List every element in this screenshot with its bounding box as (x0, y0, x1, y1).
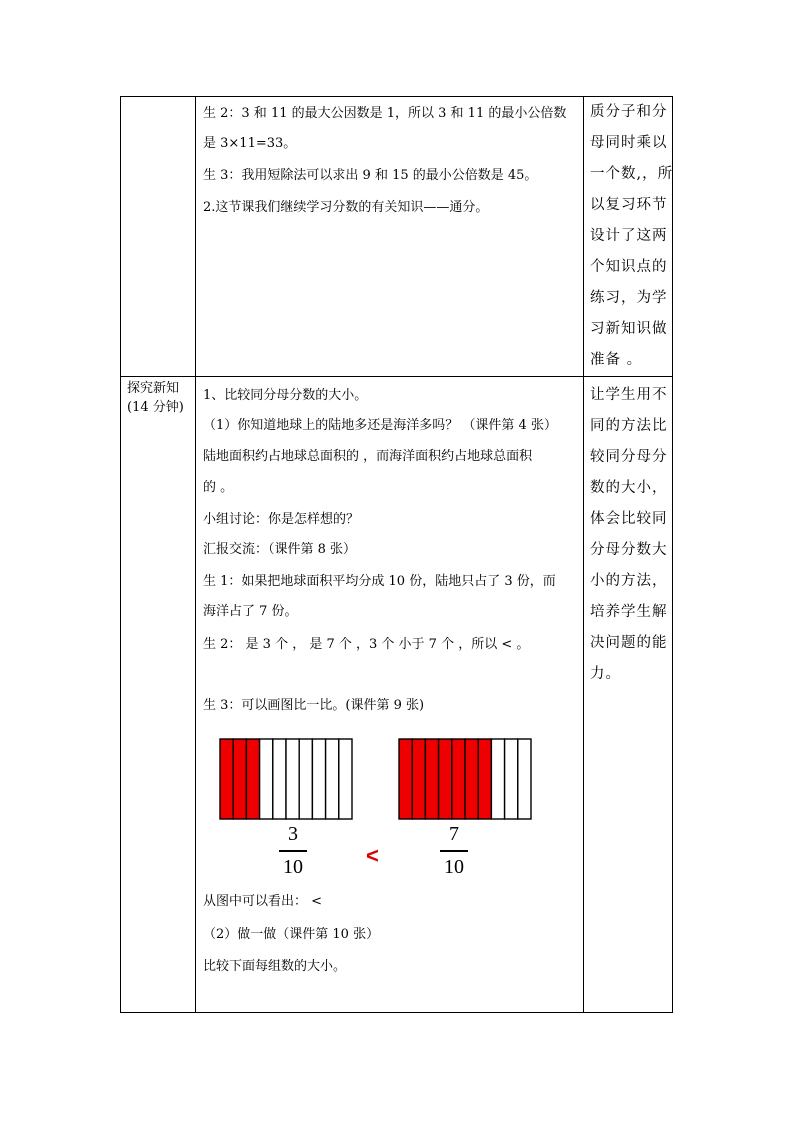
row2-note-line: 让学生用不 (590, 387, 668, 403)
right-bar-segment-8-empty (491, 739, 504, 819)
right-bar-segment-9-empty (505, 739, 518, 819)
row2-line: （2）做一做（课件第 10 张） (203, 927, 380, 942)
left-fraction-bar (219, 738, 353, 820)
stage-duration: (14 分钟) (127, 400, 184, 415)
row1-note-line: 质分子和分 (590, 104, 668, 120)
row1-note-line: 练习，为学 (590, 290, 668, 306)
comparison-sign: < (366, 843, 379, 868)
row1-note-line: 习新知识做 (590, 321, 668, 337)
row-divider (120, 376, 673, 377)
right-fraction-bar (398, 738, 532, 820)
row2-note-line: 同的方法比 (590, 418, 668, 434)
left-bar-segment-2-filled (233, 739, 246, 819)
left-fraction-bar-line (279, 850, 307, 852)
right-bar-segment-4-filled (439, 739, 452, 819)
left-bar-segment-1-filled (220, 739, 233, 819)
right-fraction-bar-line (440, 850, 468, 852)
row2-line: 生 3：可以画图比一比。(课件第 9 张) (203, 698, 425, 713)
column-divider-1 (195, 96, 196, 1013)
left-denominator: 10 (283, 856, 303, 878)
table-left-border (120, 96, 121, 1013)
row2-line: 陆地面积约占地球总面积的 ，而海洋面积约占地球总面积 (203, 449, 533, 464)
left-numerator: 3 (288, 823, 298, 845)
row2-line: 汇报交流：（课件第 8 张） (203, 542, 357, 557)
row2-note-line: 分母分数大 (590, 542, 668, 558)
row1-note-line: 个知识点的 (590, 259, 668, 275)
left-bar-segment-4-empty (260, 739, 273, 819)
row2-line: 生 2： 是 3 个 ， 是 7 个 ，3 个 小于 7 个 ，所以 < 。 (203, 637, 530, 652)
right-bar-segment-2-filled (412, 739, 425, 819)
row2-note-line: 体会比较同 (590, 511, 668, 527)
row1-note-line: 准备 。 (590, 352, 643, 368)
row2-line: 生 1：如果把地球面积平均分成 10 份，陆地只占了 3 份，而 (203, 574, 556, 589)
table-right-border (672, 96, 673, 1013)
right-bar-segment-7-filled (478, 739, 491, 819)
row2-note-line: 力。 (590, 666, 621, 682)
row1-note-line: 设计了这两 (590, 228, 668, 244)
row2-line: 小组讨论：你是怎样想的？ (203, 512, 360, 527)
left-bar-segment-9-empty (326, 739, 339, 819)
row1-line-3: 生 3：我用短除法可以求出 9 和 15 的最小公倍数是 45。 (203, 168, 538, 183)
right-bar-segment-6-filled (465, 739, 478, 819)
row2-note-line: 培养学生解 (590, 604, 668, 620)
row2-note-line: 决问题的能 (590, 635, 668, 651)
left-bar-segment-8-empty (312, 739, 325, 819)
right-bar-segment-10-empty (518, 739, 531, 819)
row1-line-2: 是 3×11=33。 (203, 136, 297, 151)
row1-note-line: 以复习环节 (590, 197, 668, 213)
right-bar-segment-5-filled (452, 739, 465, 819)
left-bar-segment-3-filled (246, 739, 259, 819)
row2-line: 的 。 (203, 480, 234, 495)
row2-line: 从图中可以看出： < (203, 894, 323, 909)
row1-note-line: 一个数,，所 (590, 166, 674, 182)
right-bar-segment-1-filled (399, 739, 412, 819)
left-bar-segment-10-empty (339, 739, 352, 819)
left-bar-segment-6-empty (286, 739, 299, 819)
stage-title: 探究新知 (127, 381, 180, 396)
column-divider-2 (583, 96, 584, 1013)
row1-note-line: 母同时乘以 (590, 135, 668, 151)
row2-line: 比较下面每组数的大小。 (203, 959, 347, 974)
row1-line-1: 生 2：3 和 11 的最大公因数是 1，所以 3 和 11 的最小公倍数 (203, 106, 567, 121)
row1-line-4: 2.这节课我们继续学习分数的有关知识——通分。 (203, 200, 489, 215)
row2-line: 1、比较同分母分数的大小。 (203, 388, 368, 403)
left-bar-segment-5-empty (273, 739, 286, 819)
row2-note-line: 较同分母分 (590, 449, 668, 465)
right-numerator: 7 (449, 823, 459, 845)
right-bar-segment-3-filled (425, 739, 438, 819)
table-bottom-border (120, 1012, 673, 1013)
row2-line: （1）你知道地球上的陆地多还是海洋多吗？ （课件第 4 张） (203, 418, 557, 433)
row2-line: 海洋占了 7 份。 (203, 604, 298, 619)
right-denominator: 10 (444, 856, 464, 878)
row2-note-line: 小的方法， (590, 573, 668, 589)
left-bar-segment-7-empty (299, 739, 312, 819)
row2-note-line: 数的大小， (590, 480, 668, 496)
